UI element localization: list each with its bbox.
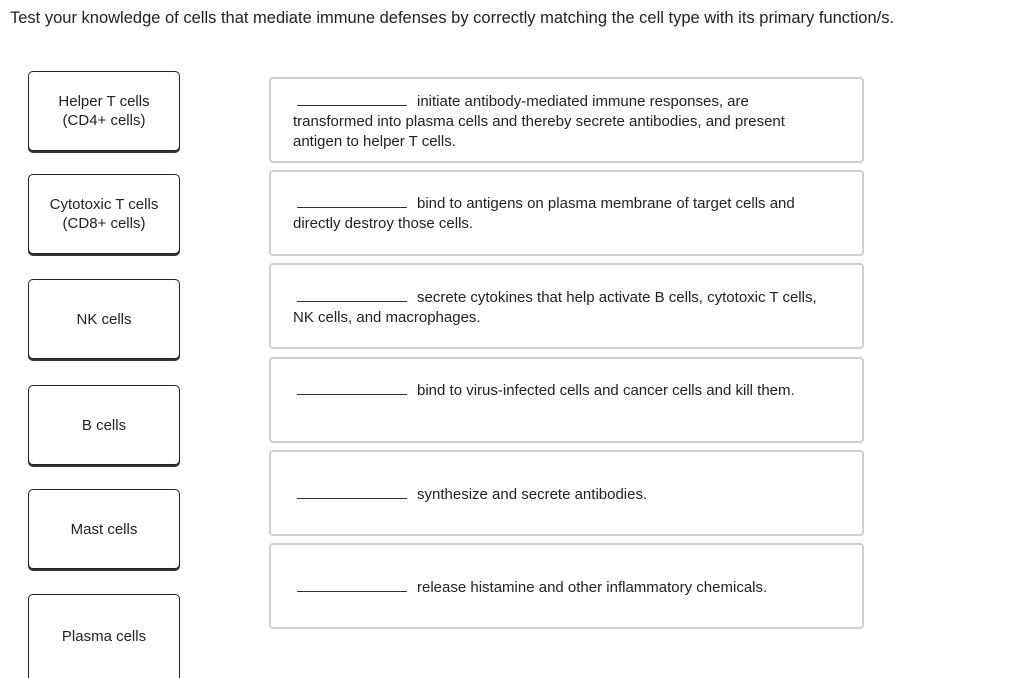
answer-blank[interactable]: [297, 487, 407, 499]
answer-blank[interactable]: [297, 290, 407, 302]
tile-label: Helper T cells (CD4+ cells): [58, 93, 150, 129]
drop-target-1[interactable]: [269, 77, 864, 163]
tile-label: Plasma cells: [61, 628, 147, 645]
target-description: secrete cytokines that help activate B cells, cytotoxic T cells, NK cells, and macrophages.: [293, 289, 817, 326]
target-text: [293, 381, 832, 401]
drag-tile-helper-t-cells[interactable]: [28, 71, 180, 151]
tile-label: B cells: [81, 416, 127, 434]
drop-target-4[interactable]: [269, 357, 864, 443]
target-text: [293, 288, 832, 328]
drag-tile-b-cells[interactable]: [28, 385, 180, 465]
target-text: [293, 194, 832, 234]
drop-target-3[interactable]: [269, 263, 864, 349]
target-description: synthesize and secrete antibodies.: [417, 486, 648, 503]
tile-label: NK cells: [76, 310, 132, 328]
answer-blank[interactable]: [297, 196, 407, 208]
drop-target-5[interactable]: [269, 450, 864, 536]
target-description: release histamine and other inflammatory chemicals.: [417, 579, 768, 596]
drag-tile-cytotoxic-t-cells[interactable]: [28, 174, 180, 254]
instructions-text: Test your knowledge of cells that mediate immune defenses by correctly matching the cell type with its primary function/s.: [10, 9, 895, 27]
target-description: bind to antigens on plasma membrane of target cells and directly destroy those cells.: [293, 195, 795, 232]
target-text: [293, 92, 832, 152]
drag-tile-mast-cells[interactable]: [28, 489, 180, 569]
target-description: bind to virus-infected cells and cancer cells and kill them.: [417, 382, 795, 399]
target-text: [293, 485, 832, 505]
answer-blank[interactable]: [297, 383, 407, 395]
answer-blank[interactable]: [297, 580, 407, 592]
target-description: initiate antibody-mediated immune responses, are transformed into plasma cells and thereby secrete antibodies, and present antigen to helper T cells.: [293, 93, 785, 150]
drag-tile-nk-cells[interactable]: [28, 279, 180, 359]
drag-tile-plasma-cells[interactable]: [28, 594, 180, 678]
target-text: [293, 578, 832, 598]
drop-target-6[interactable]: [269, 543, 864, 629]
answer-blank[interactable]: [297, 94, 407, 106]
tile-label: Cytotoxic T cells (CD8+ cells): [49, 196, 159, 232]
tile-label: Mast cells: [70, 520, 138, 538]
drop-target-2[interactable]: [269, 170, 864, 256]
